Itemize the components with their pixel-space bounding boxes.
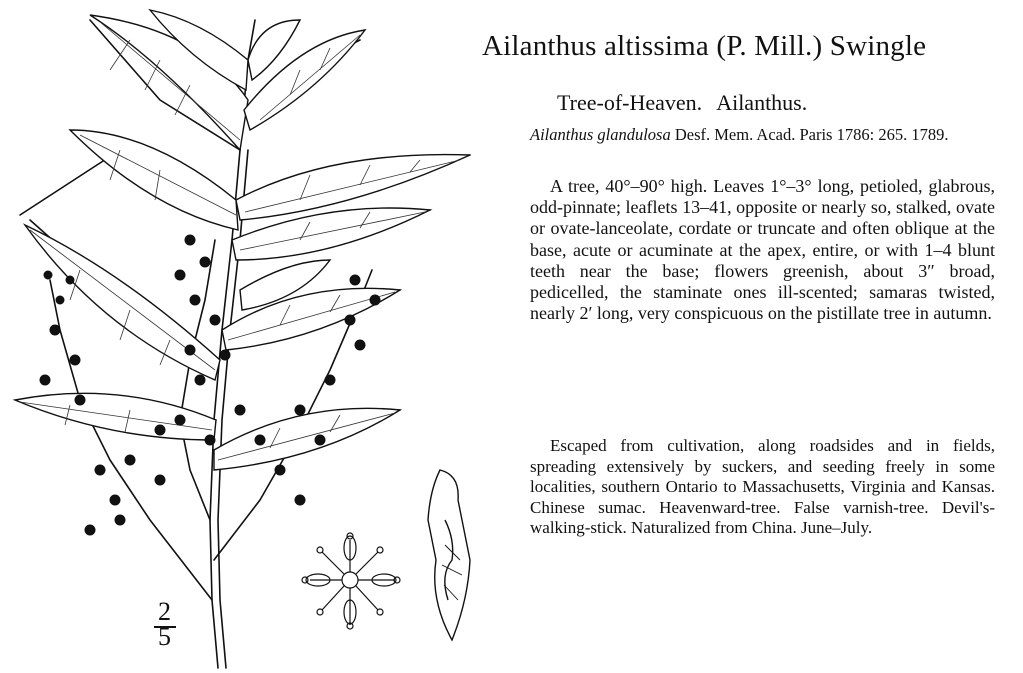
common-names [557, 90, 807, 116]
samara-detail [428, 470, 470, 640]
leaflet [90, 15, 248, 150]
description-paragraph: A tree, 40°–90° high. Leaves 1°–3° long, petioled, glabrous, odd-pinnate; leaflets 13–41, opposite or nearly so, stalked, ovate or ovate-lanceolate, cordate or truncate and often oblique at the base, acute or acuminate at the apex, entire, or with 1–4 blunt teeth near the base; flowers greenish, about 3″ broad, pedicelled, the staminate ones ill-scented; samaras twisted, nearly 2′ long, very conspicuous on the pistillate tree in autumn. [530, 176, 995, 324]
plate-scale-numerator: 2 [158, 597, 171, 626]
plate-scale-denominator: 5 [158, 622, 171, 651]
synonym-reference: Desf. Mem. Acad. Paris 1786: 265. 1789. [674, 125, 949, 144]
range-paragraph: Escaped from cultivation, along roadsides and in fields, spreading extensively by suckers, and seeding freely in some localities, southern Ontario to Massachusetts, Virginia and Kansas. Chinese sumac. Heavenward-tree. False varnish-tree. Devil's-walking-stick. Naturalized from China. June–July. [530, 436, 995, 537]
flower-detail [302, 533, 400, 629]
species-title: Ailanthus altissima (P. Mill.) Swingle [482, 30, 927, 62]
common-name-secondary: Ailanthus. [716, 90, 808, 115]
common-name-primary: Tree-of-Heaven. [557, 90, 703, 115]
synonym-name: Ailanthus glandulosa [530, 125, 671, 144]
synonym-citation [530, 124, 1000, 145]
